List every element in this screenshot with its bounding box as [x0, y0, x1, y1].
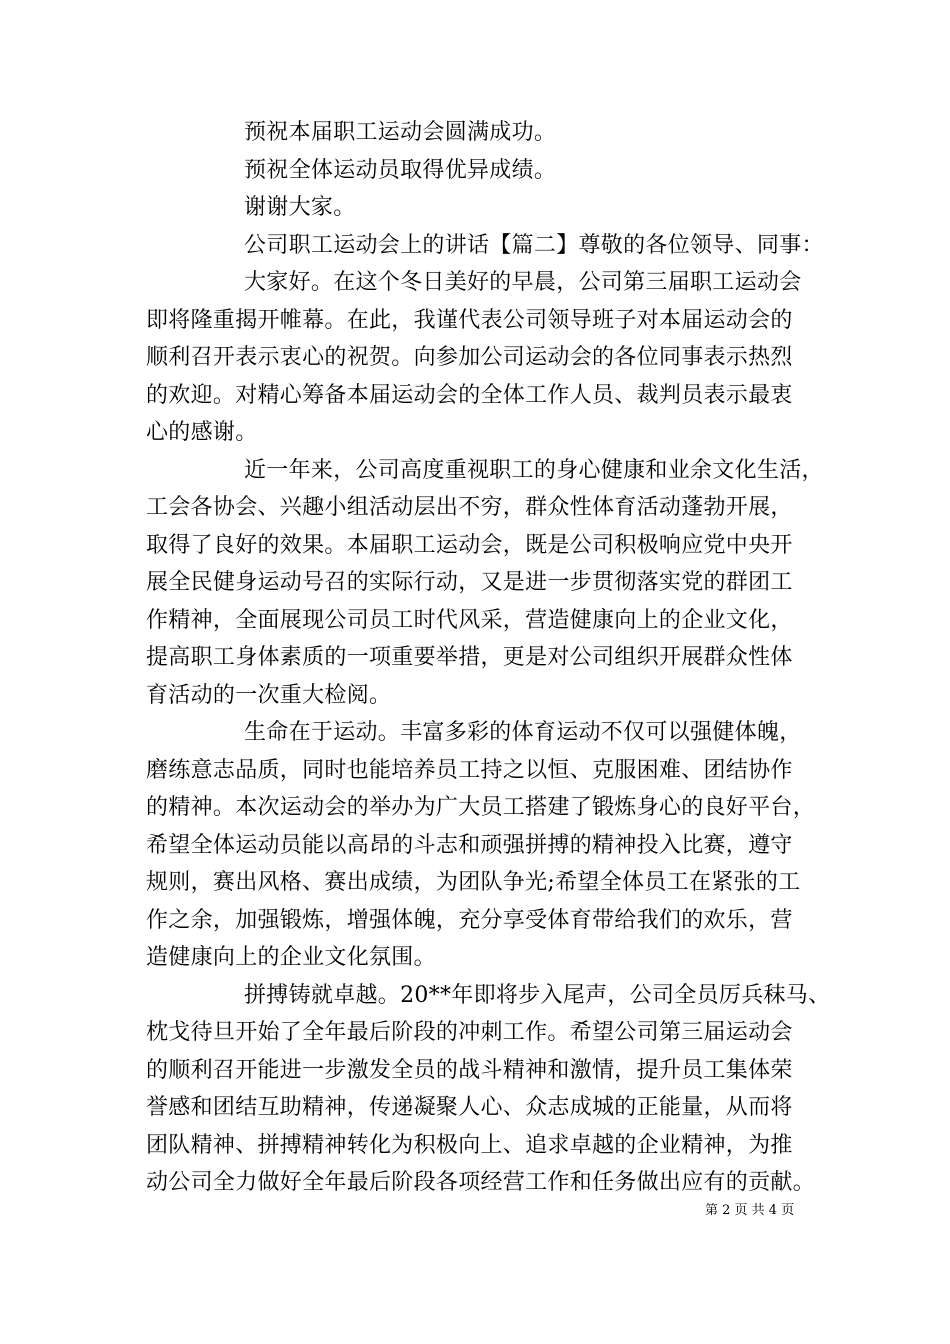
text-line: 即将隆重揭开帷幕。在此，我谨代表公司领导班子对本届运动会的 [146, 307, 793, 333]
text-line: 造健康向上的企业文化氛围。 [146, 945, 436, 970]
text-line: 希望全体运动员能以高昂的斗志和顽强拼搏的精神投入比赛，遵守 [146, 832, 793, 858]
text-line: 动公司全力做好全年最后阶段各项经营工作和任务做出应有的贡献。 [146, 1170, 816, 1195]
text-line: 提高职工身体素质的一项重要举措，更是对公司组织开展群众性体 [146, 645, 793, 670]
text-line: 大家好。在这个冬日美好的早晨，公司第三届职工运动会 [244, 270, 802, 295]
text-line: 拼搏铸就卓越。20**年即将步入尾声，公司全员厉兵秣马、 [244, 982, 831, 1008]
text-line: 生命在于运动。丰富多彩的体育运动不仅可以强健体魄， [244, 720, 802, 745]
text-line: 取得了良好的效果。本届职工运动会，既是公司积极响应党中央开 [146, 532, 793, 558]
section-heading-line: 公司职工运动会上的讲话【篇二】尊敬的各位领导、同事： [244, 232, 824, 258]
text-line: 展全民健身运动号召的实际行动，又是进一步贯彻落实党的群团工 [146, 570, 793, 595]
text-line: 枕戈待旦开始了全年最后阶段的冲刺工作。希望公司第三届运动会 [146, 1020, 793, 1045]
text-line: 心的感谢。 [146, 420, 258, 445]
text-line: 预祝全体运动员取得优异成绩。 [244, 157, 557, 183]
text-line: 作精神，全面展现公司员工时代风采，营造健康向上的企业文化， [146, 607, 793, 633]
document-body [146, 114, 831, 1202]
page-number-footer: 第 2 页 共 4 页 [705, 1203, 795, 1218]
text-line: 工会各协会、兴趣小组活动层出不穷，群众性体育活动蓬勃开展， [146, 495, 793, 520]
text-line: 近一年来，公司高度重视职工的身心健康和业余文化生活， [244, 457, 824, 483]
text-line: 作之余，加强锻炼，增强体魄，充分享受体育带给我们的欢乐，营 [146, 907, 793, 933]
text-line: 誉感和团结互助精神，传递凝聚人心、众志成城的正能量，从而将 [146, 1095, 793, 1120]
text-line: 顺利召开表示衷心的祝贺。向参加公司运动会的各位同事表示热烈 [146, 345, 793, 370]
text-line: 预祝本届职工运动会圆满成功。 [244, 120, 557, 145]
text-line: 的欢迎。对精心筹备本届运动会的全体工作人员、裁判员表示最衷 [146, 382, 793, 408]
text-line: 谢谢大家。 [244, 195, 356, 220]
text-line: 的精神。本次运动会的举办为广大员工搭建了锻炼身心的良好平台， [146, 795, 816, 820]
text-line: 团队精神、拼搏精神转化为积极向上、追求卓越的企业精神，为推 [146, 1132, 793, 1158]
text-line: 磨练意志品质，同时也能培养员工持之以恒、克服困难、团结协作 [146, 757, 793, 783]
text-line: 的顺利召开能进一步激发全员的战斗精神和激情，提升员工集体荣 [146, 1057, 793, 1083]
text-line: 育活动的一次重大检阅。 [146, 682, 392, 708]
text-line: 规则，赛出风格、赛出成绩，为团队争光;希望全体员工在紧张的工 [146, 870, 801, 895]
